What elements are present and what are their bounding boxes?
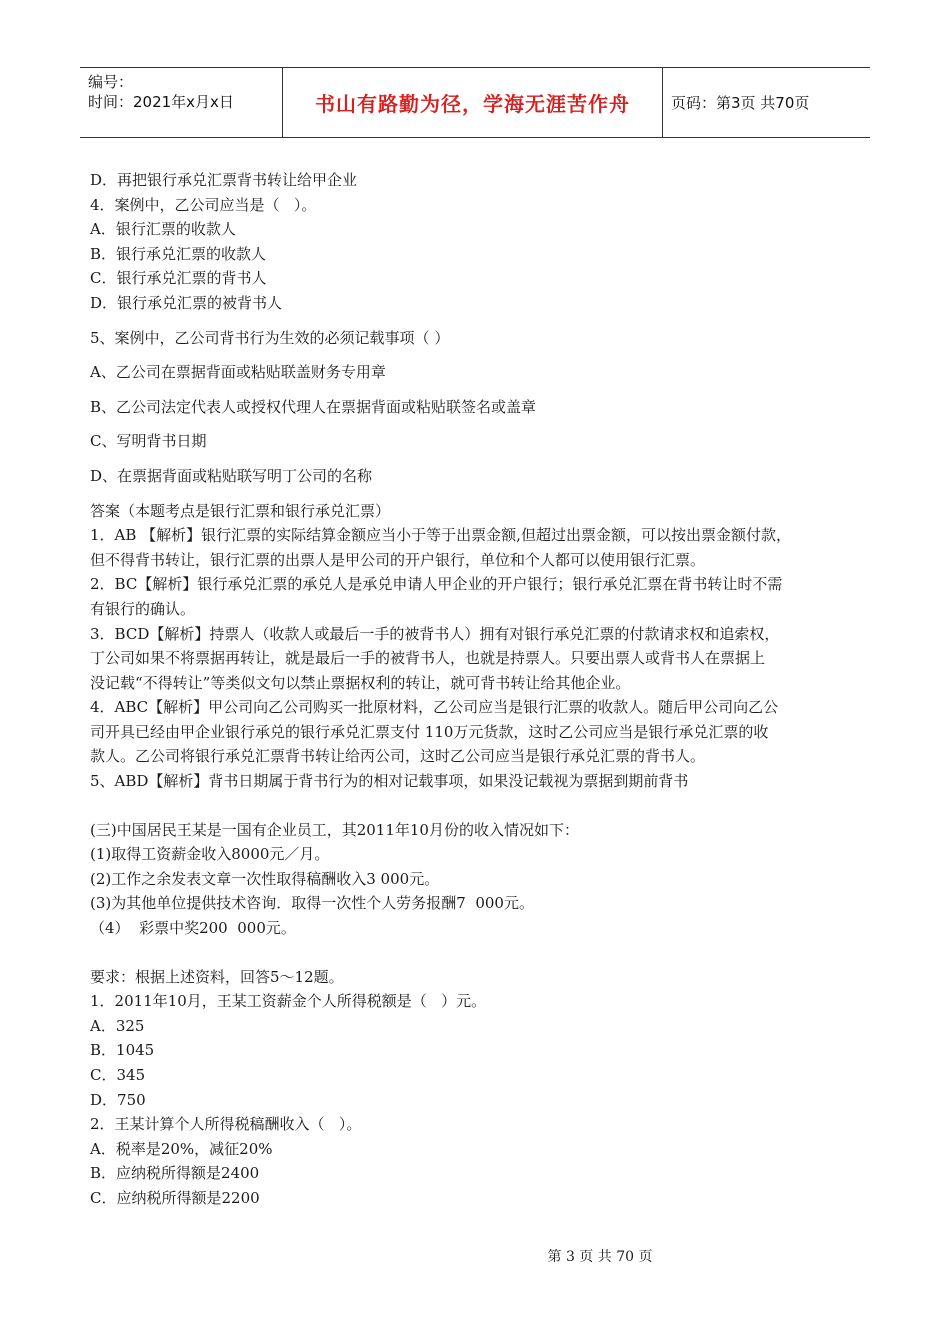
answer-line: 1．AB 【解析】银行汇票的实际结算金额应当小于等于出票金额,但超过出票金额，可以按出票金额付款，: [90, 526, 791, 545]
question-line: 2．王某计算个人所得税稿酬收入（ ）。: [90, 1115, 362, 1134]
requirements-heading: 要求：根据上述资料，回答5～12题。: [90, 967, 344, 986]
case-item: (2)工作之余发表文章一次性取得稿酬收入3 000元。: [90, 869, 440, 888]
q5-option-c: C、写明背书日期: [90, 432, 207, 451]
answer-line: 3．BCD【解析】持票人（收款人或最后一手的被背书人）拥有对银行承兑汇票的付款请求权和追索权，: [90, 624, 780, 643]
answer-line: 2．BC【解析】银行承兑汇票的承兑人是承兑申请人甲企业的开户银行；银行承兑汇票在背书转让时不需: [90, 575, 783, 594]
option-line: A．税率是20%，减征20%: [90, 1139, 273, 1158]
question-line: 1．2011年10月，王某工资薪金个人所得税额是（ ）元。: [90, 992, 487, 1011]
option-line: D．银行承兑汇票的被背书人: [90, 293, 283, 312]
header-motto-cell: [283, 68, 663, 137]
answer-line: 没记载“不得转让”等类似文句以禁止票据权利的转让，就可背书转让给其他企业。: [90, 673, 631, 692]
q5-option-a: A、乙公司在票据背面或粘贴联盖财务专用章: [90, 363, 386, 382]
answer-line: 有银行的确认。: [90, 599, 196, 618]
answer-line: 5、ABD【解析】背书日期属于背书行为的相对记载事项，如果没记载视为票据到期前背书: [90, 772, 689, 791]
answer-heading: 答案（本题考点是银行汇票和银行承兑汇票）: [90, 501, 391, 520]
option-line: D．再把银行承兑汇票背书转让给甲企业: [90, 171, 358, 189]
answer-line: 4．ABC【解析】甲公司向乙公司购买一批原材料，乙公司应当是银行汇票的收款人。随后甲公司向乙公: [90, 698, 779, 717]
number-label: 编号：: [88, 73, 134, 91]
case-item: （4） 彩票中奖200 000元。: [90, 919, 296, 938]
option-line: C．345: [90, 1066, 146, 1084]
option-line: A．银行汇票的收款人: [90, 220, 236, 239]
case-item: (3)为其他单位提供技术咨询．取得一次性个人劳务报酬7 000元。: [90, 894, 534, 913]
answer-line: 但不得背书转让，银行汇票的出票人是甲公司的开户银行，单位和个人都可以使用银行汇票。: [90, 550, 706, 569]
answer-line: 丁公司如果不将票据再转让，就是最后一手的被背书人，也就是持票人。只要出票人或背书人在票据上: [90, 649, 766, 668]
q5-option-d: D、在票据背面或粘贴联写明丁公司的名称: [90, 466, 373, 485]
option-line: B．1045: [90, 1041, 155, 1060]
question-line: 4．案例中，乙公司应当是（ ）。: [90, 195, 317, 214]
date-label: 时间：2021年x月x日: [88, 93, 234, 111]
header-meta: [80, 68, 283, 137]
answer-line: 司开具已经由甲企业银行承兑的银行承兑汇票支付 110万元货款，这时乙公司应当是银行承兑汇票的收: [90, 722, 769, 741]
option-line: C．应纳税所得额是2200: [90, 1188, 260, 1207]
question-5: 5、案例中，乙公司背书行为生效的必须记载事项（ ）: [90, 328, 450, 347]
option-line: C．银行承兑汇票的背书人: [90, 269, 267, 288]
page-footer: 第 3 页 共 70 页: [547, 1249, 653, 1265]
motto: 书山有路勤为径，学海无涯苦作舟: [315, 92, 630, 116]
header-page-info: [663, 68, 870, 137]
answer-line: 款人。乙公司将银行承兑汇票背书转让给丙公司，这时乙公司应当是银行承兑汇票的背书人。: [90, 747, 706, 766]
document-body: [90, 168, 880, 1211]
case-item: (1)取得工资薪金收入8000元／月。: [90, 845, 330, 864]
page-header: [80, 67, 870, 138]
page-info: 页码：第3页 共70页: [671, 94, 810, 112]
option-line: A．325: [90, 1016, 145, 1035]
option-line: B．应纳税所得额是2400: [90, 1164, 260, 1183]
q5-option-b: B、乙公司法定代表人或授权代理人在票据背面或粘贴联签名或盖章: [90, 397, 537, 416]
option-line: D．750: [90, 1090, 146, 1109]
option-line: B．银行承兑汇票的收款人: [90, 244, 267, 263]
case-intro: (三)中国居民王某是一国有企业员工，其2011年10月份的收入情况如下：: [90, 820, 579, 839]
